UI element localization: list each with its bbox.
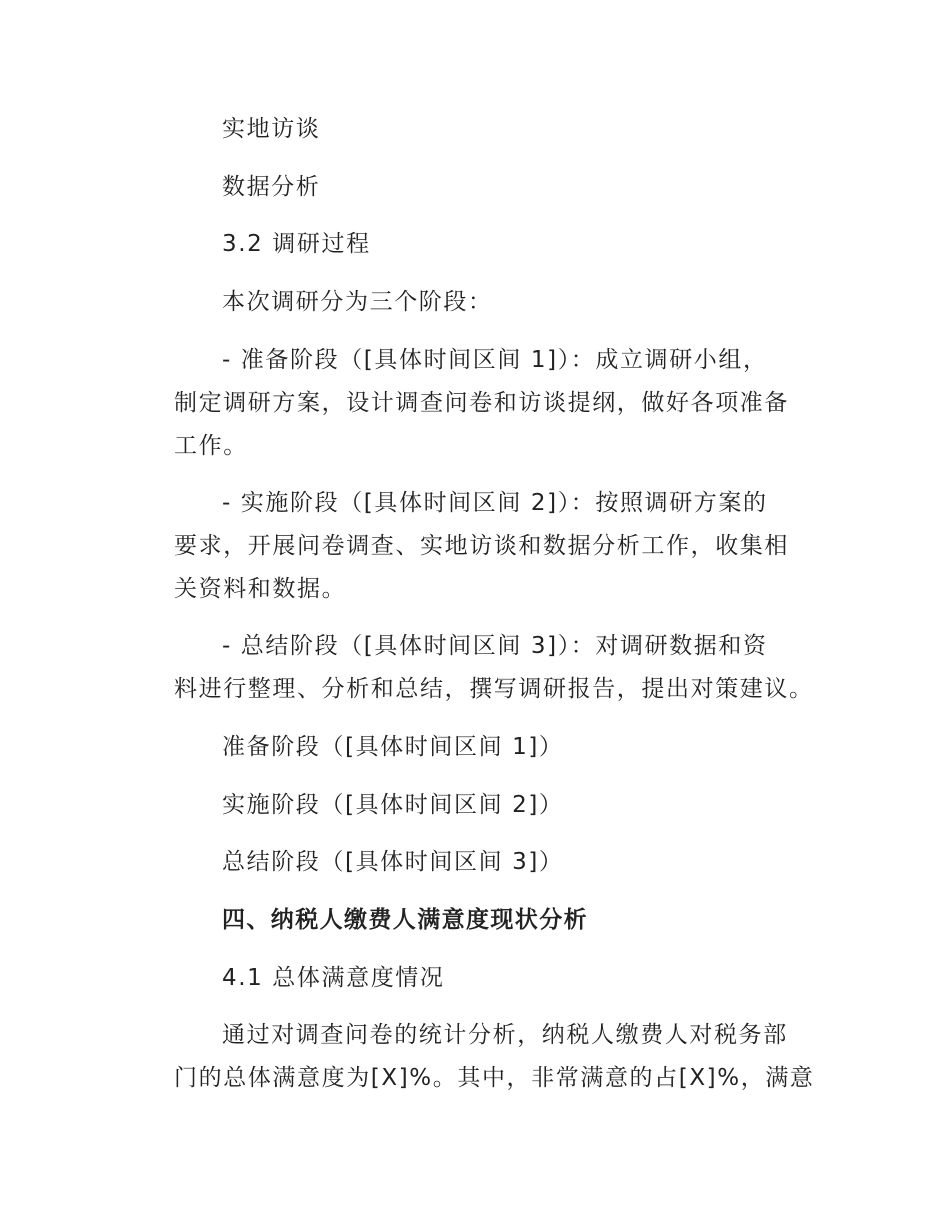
paragraph-line: - 准备阶段（[具体时间区间 1]）：成立调研小组， <box>222 347 768 373</box>
section-heading-4: 四、纳税人缴费人满意度现状分析 <box>222 907 588 933</box>
paragraph-line: 制定调研方案，设计调查问卷和访谈提纲，做好各项准备 <box>174 390 789 416</box>
list-item-data-analysis: 数据分析 <box>222 174 321 200</box>
paragraph-line: - 总结阶段（[具体时间区间 3]）：对调研数据和资 <box>222 633 768 659</box>
list-item-stage-2: 实施阶段（[具体时间区间 2]） <box>222 792 564 818</box>
paragraph-line: 门的总体满意度为[X]%。其中，非常满意的占[X]%，满意 <box>174 1065 815 1091</box>
paragraph-line: 通过对调查问卷的统计分析，纳税人缴费人对税务部 <box>222 1022 788 1048</box>
paragraph-line: 料进行整理、分析和总结，撰写调研报告，提出对策建议。 <box>174 676 814 702</box>
section-heading-3-2: 3.2 调研过程 <box>222 231 371 257</box>
list-item-field-interview: 实地访谈 <box>222 116 321 142</box>
list-item-stage-1: 准备阶段（[具体时间区间 1]） <box>222 734 564 760</box>
section-heading-4-1: 4.1 总体满意度情况 <box>222 965 445 991</box>
paragraph-line: 要求，开展问卷调查、实地访谈和数据分析工作，收集相 <box>174 533 789 559</box>
paragraph-line: 工作。 <box>174 433 248 459</box>
paragraph-line: 关资料和数据。 <box>174 576 347 602</box>
paragraph-intro: 本次调研分为三个阶段： <box>222 289 493 315</box>
paragraph-line: - 实施阶段（[具体时间区间 2]）：按照调研方案的 <box>222 490 768 516</box>
list-item-stage-3: 总结阶段（[具体时间区间 3]） <box>222 849 564 875</box>
